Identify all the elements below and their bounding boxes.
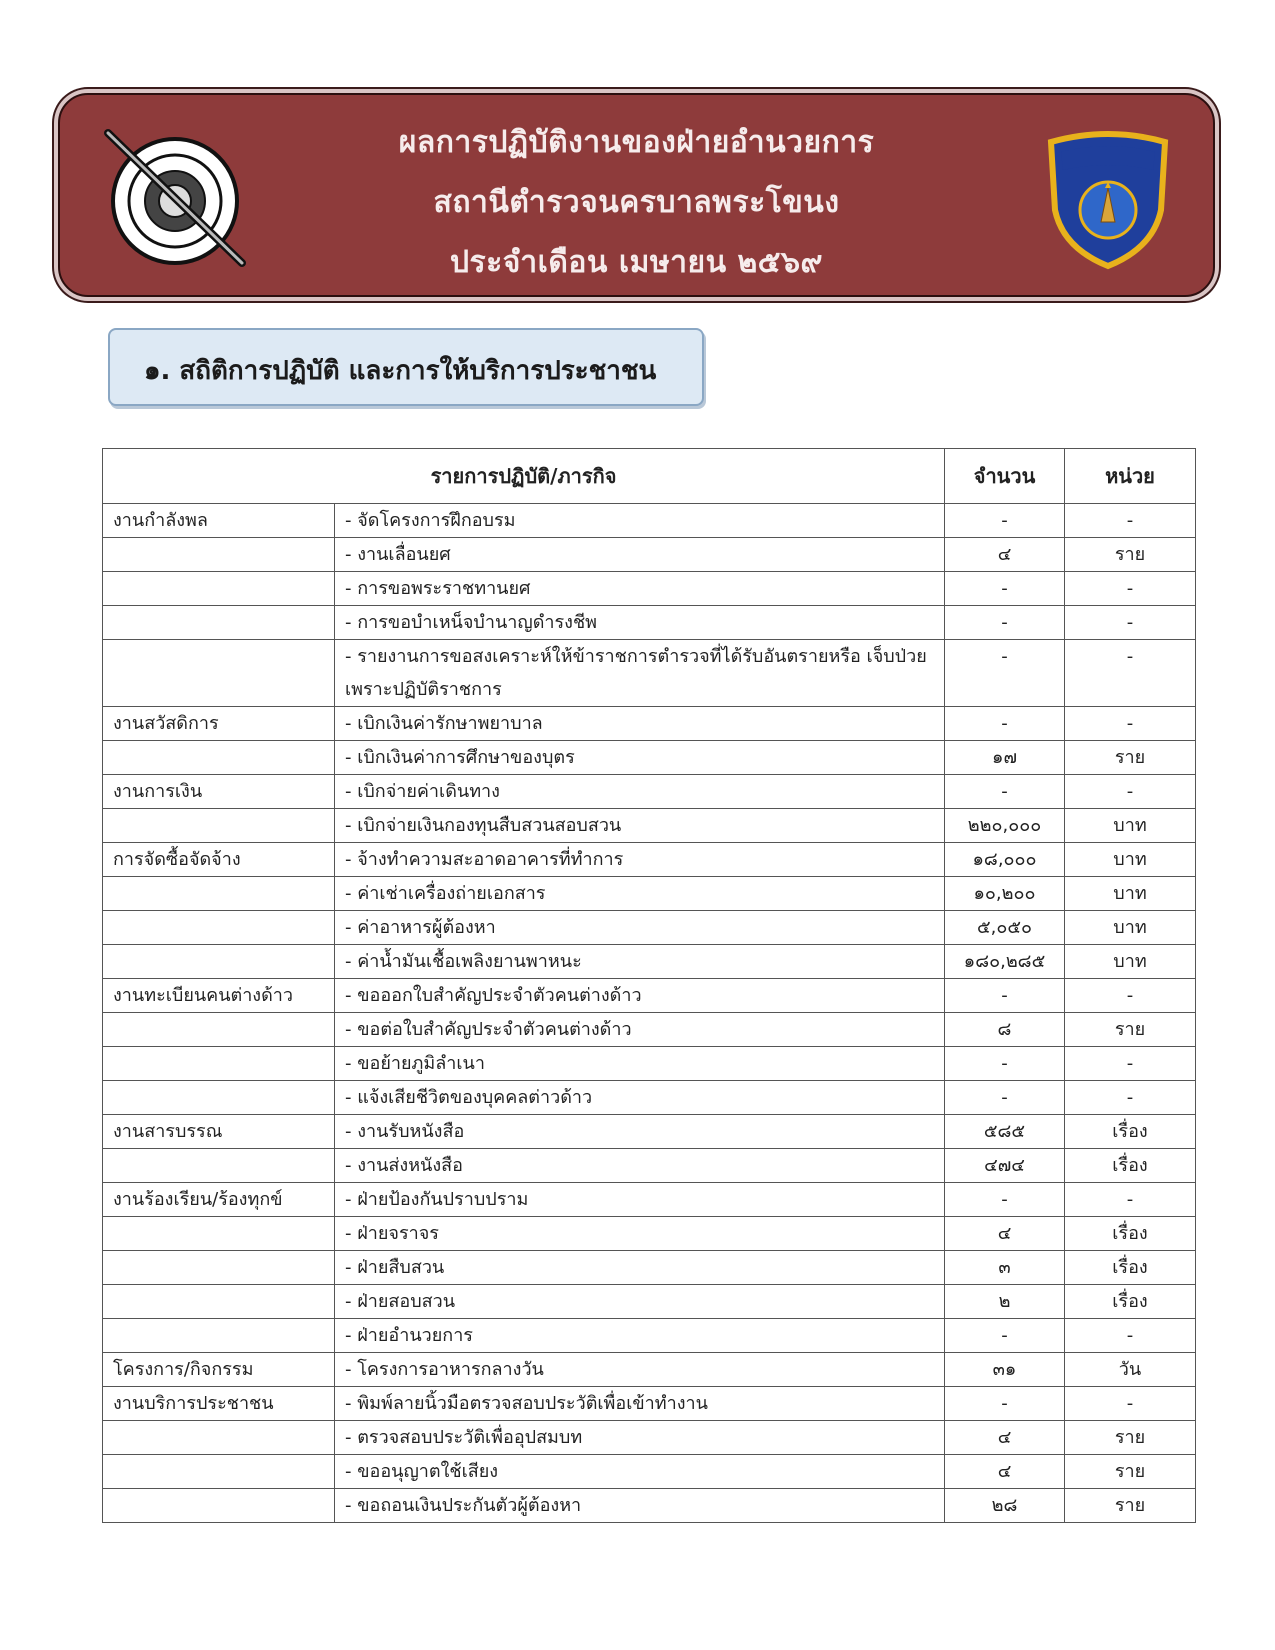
row-category	[103, 911, 335, 945]
table-row	[103, 1319, 1196, 1353]
row-amount: ๔	[945, 538, 1065, 572]
row-category: งานการเงิน	[103, 775, 335, 809]
row-item: - พิมพ์ลายนิ้วมือตรวจสอบประวัติเพื่อเข้าทำงาน	[335, 1387, 945, 1421]
row-item: - ขอย้ายภูมิลำเนา	[335, 1047, 945, 1081]
row-item: - ขอต่อใบสำคัญประจำตัวคนต่างด้าว	[335, 1013, 945, 1047]
row-category	[103, 640, 335, 707]
row-amount: ๒	[945, 1285, 1065, 1319]
row-amount: ๑๐,๒๐๐	[945, 877, 1065, 911]
row-amount: -	[945, 640, 1065, 707]
row-category	[103, 1149, 335, 1183]
row-category	[103, 809, 335, 843]
table-row	[103, 1387, 1196, 1421]
table-row	[103, 1115, 1196, 1149]
table-row	[103, 572, 1196, 606]
row-amount: -	[945, 775, 1065, 809]
row-unit: เรื่อง	[1065, 1217, 1196, 1251]
row-item: - รายงานการขอสงเคราะห์ให้ข้าราชการตำรวจที่ได้รับอันตรายหรือ เจ็บป่วย เพราะปฏิบัติราชการ	[335, 640, 945, 707]
row-unit: เรื่อง	[1065, 1115, 1196, 1149]
row-unit: เรื่อง	[1065, 1149, 1196, 1183]
row-unit: บาท	[1065, 877, 1196, 911]
row-unit: ราย	[1065, 1455, 1196, 1489]
row-unit: -	[1065, 606, 1196, 640]
banner-titles	[320, 113, 953, 293]
row-category: งานบริการประชาชน	[103, 1387, 335, 1421]
row-item: - งานเลื่อนยศ	[335, 538, 945, 572]
table-row	[103, 1489, 1196, 1523]
row-item: - ขอถอนเงินประกันตัวผู้ต้องหา	[335, 1489, 945, 1523]
table-row	[103, 1183, 1196, 1217]
row-unit: ราย	[1065, 1489, 1196, 1523]
table-row	[103, 1285, 1196, 1319]
row-unit: เรื่อง	[1065, 1251, 1196, 1285]
row-category	[103, 1285, 335, 1319]
row-amount: ๒๒๐,๐๐๐	[945, 809, 1065, 843]
row-unit: ราย	[1065, 1421, 1196, 1455]
royal-thai-police-seal-icon	[100, 123, 250, 273]
row-unit: บาท	[1065, 945, 1196, 979]
table-row	[103, 606, 1196, 640]
row-category: โครงการ/กิจกรรม	[103, 1353, 335, 1387]
row-item: - เบิกเงินค่ารักษาพยาบาล	[335, 707, 945, 741]
row-unit: -	[1065, 1319, 1196, 1353]
row-unit: บาท	[1065, 843, 1196, 877]
row-amount: ๔	[945, 1217, 1065, 1251]
row-amount: -	[945, 1047, 1065, 1081]
table-row	[103, 979, 1196, 1013]
row-amount: ๕,๐๕๐	[945, 911, 1065, 945]
table-row	[103, 741, 1196, 775]
row-category: การจัดซื้อจัดจ้าง	[103, 843, 335, 877]
table-row	[103, 1149, 1196, 1183]
table-row	[103, 1013, 1196, 1047]
row-unit: ราย	[1065, 538, 1196, 572]
row-amount: ๔๗๔	[945, 1149, 1065, 1183]
row-amount: -	[945, 572, 1065, 606]
phrakhanong-police-station-badge-icon	[1043, 130, 1173, 270]
table-row	[103, 775, 1196, 809]
table-row	[103, 538, 1196, 572]
row-amount: ๓	[945, 1251, 1065, 1285]
row-item: - ฝ่ายจราจร	[335, 1217, 945, 1251]
title-line-2: สถานีตำรวจนครบาลพระโขนง	[433, 185, 840, 220]
row-unit: วัน	[1065, 1353, 1196, 1387]
row-amount: -	[945, 504, 1065, 538]
section-title: ๑. สถิติการปฏิบัติ และการให้บริการประชาชน	[144, 356, 657, 386]
row-category	[103, 945, 335, 979]
row-item: - งานรับหนังสือ	[335, 1115, 945, 1149]
row-category	[103, 572, 335, 606]
row-category	[103, 538, 335, 572]
row-amount: -	[945, 1387, 1065, 1421]
table-header-row	[103, 449, 1196, 504]
row-category: งานทะเบียนคนต่างด้าว	[103, 979, 335, 1013]
row-item: - ฝ่ายอำนวยการ	[335, 1319, 945, 1353]
table-row	[103, 877, 1196, 911]
row-unit: -	[1065, 504, 1196, 538]
statistics-table	[102, 448, 1196, 1523]
row-amount: ๓๑	[945, 1353, 1065, 1387]
row-unit: -	[1065, 640, 1196, 707]
row-amount: -	[945, 1183, 1065, 1217]
title-line-1: ผลการปฏิบัติงานของฝ่ายอำนวยการ	[398, 125, 875, 160]
row-category	[103, 1455, 335, 1489]
row-category	[103, 1251, 335, 1285]
row-category	[103, 1013, 335, 1047]
row-unit: ราย	[1065, 1013, 1196, 1047]
row-unit: -	[1065, 1047, 1196, 1081]
row-category	[103, 1421, 335, 1455]
header-banner	[58, 93, 1215, 297]
row-unit: -	[1065, 1081, 1196, 1115]
row-unit: -	[1065, 979, 1196, 1013]
row-category	[103, 877, 335, 911]
table-row	[103, 1047, 1196, 1081]
row-item: - ขออนุญาตใช้เสียง	[335, 1455, 945, 1489]
row-category	[103, 606, 335, 640]
row-item: - โครงการอาหารกลางวัน	[335, 1353, 945, 1387]
table-row	[103, 1353, 1196, 1387]
row-unit: -	[1065, 572, 1196, 606]
row-item: - จัดโครงการฝึกอบรม	[335, 504, 945, 538]
table-row	[103, 911, 1196, 945]
row-item: - ขอออกใบสำคัญประจำตัวคนต่างด้าว	[335, 979, 945, 1013]
header-amount: จำนวน	[945, 449, 1065, 504]
row-category	[103, 1217, 335, 1251]
row-item: - เบิกจ่ายค่าเดินทาง	[335, 775, 945, 809]
row-unit: -	[1065, 1183, 1196, 1217]
row-amount: ๘	[945, 1013, 1065, 1047]
row-item: - จ้างทำความสะอาดอาคารที่ทำการ	[335, 843, 945, 877]
row-unit: ราย	[1065, 741, 1196, 775]
row-category	[103, 1319, 335, 1353]
row-amount: ๑๘๐,๒๘๕	[945, 945, 1065, 979]
table-row	[103, 1421, 1196, 1455]
row-unit: -	[1065, 1387, 1196, 1421]
section-heading-box	[108, 328, 704, 406]
row-unit: เรื่อง	[1065, 1285, 1196, 1319]
row-unit: บาท	[1065, 911, 1196, 945]
row-item: - ค่าอาหารผู้ต้องหา	[335, 911, 945, 945]
row-category: งานกำลังพล	[103, 504, 335, 538]
row-category	[103, 1081, 335, 1115]
row-category: งานสวัสดิการ	[103, 707, 335, 741]
header-unit: หน่วย	[1065, 449, 1196, 504]
header-task: รายการปฏิบัติ/ภารกิจ	[103, 449, 945, 504]
row-amount: ๔	[945, 1421, 1065, 1455]
row-item: - การขอบำเหน็จบำนาญดำรงชีพ	[335, 606, 945, 640]
title-line-3: ประจำเดือน เมษายน ๒๕๖๙	[449, 245, 824, 280]
row-category: งานสารบรรณ	[103, 1115, 335, 1149]
row-amount: -	[945, 707, 1065, 741]
row-item: - ค่าน้ำมันเชื้อเพลิงยานพาหนะ	[335, 945, 945, 979]
row-item: - เบิกจ่ายเงินกองทุนสืบสวนสอบสวน	[335, 809, 945, 843]
row-amount: ๔	[945, 1455, 1065, 1489]
row-unit: -	[1065, 775, 1196, 809]
row-category	[103, 1489, 335, 1523]
row-item: - ตรวจสอบประวัติเพื่ออุปสมบท	[335, 1421, 945, 1455]
table-row	[103, 945, 1196, 979]
row-item: - งานส่งหนังสือ	[335, 1149, 945, 1183]
row-category	[103, 1047, 335, 1081]
row-amount: ๕๘๕	[945, 1115, 1065, 1149]
table-row	[103, 1081, 1196, 1115]
row-amount: ๒๘	[945, 1489, 1065, 1523]
row-unit: บาท	[1065, 809, 1196, 843]
row-amount: -	[945, 1081, 1065, 1115]
row-item: - ฝ่ายสอบสวน	[335, 1285, 945, 1319]
row-category	[103, 741, 335, 775]
table-row	[103, 1455, 1196, 1489]
table-row	[103, 843, 1196, 877]
table-row	[103, 1251, 1196, 1285]
table-row	[103, 707, 1196, 741]
row-item: - ฝ่ายป้องกันปราบปราม	[335, 1183, 945, 1217]
table-row	[103, 1217, 1196, 1251]
row-item: - ค่าเช่าเครื่องถ่ายเอกสาร	[335, 877, 945, 911]
table-body	[103, 504, 1196, 1523]
row-item: - ฝ่ายสืบสวน	[335, 1251, 945, 1285]
row-item: - แจ้งเสียชีวิตของบุคคลต่าวด้าว	[335, 1081, 945, 1115]
row-amount: ๑๗	[945, 741, 1065, 775]
table-row	[103, 640, 1196, 707]
table-row	[103, 809, 1196, 843]
row-item: - การขอพระราชทานยศ	[335, 572, 945, 606]
row-amount: -	[945, 979, 1065, 1013]
row-unit: -	[1065, 707, 1196, 741]
table-row	[103, 504, 1196, 538]
row-amount: -	[945, 1319, 1065, 1353]
row-amount: ๑๘,๐๐๐	[945, 843, 1065, 877]
row-category: งานร้องเรียน/ร้องทุกข์	[103, 1183, 335, 1217]
row-item: - เบิกเงินค่าการศึกษาของบุตร	[335, 741, 945, 775]
row-amount: -	[945, 606, 1065, 640]
